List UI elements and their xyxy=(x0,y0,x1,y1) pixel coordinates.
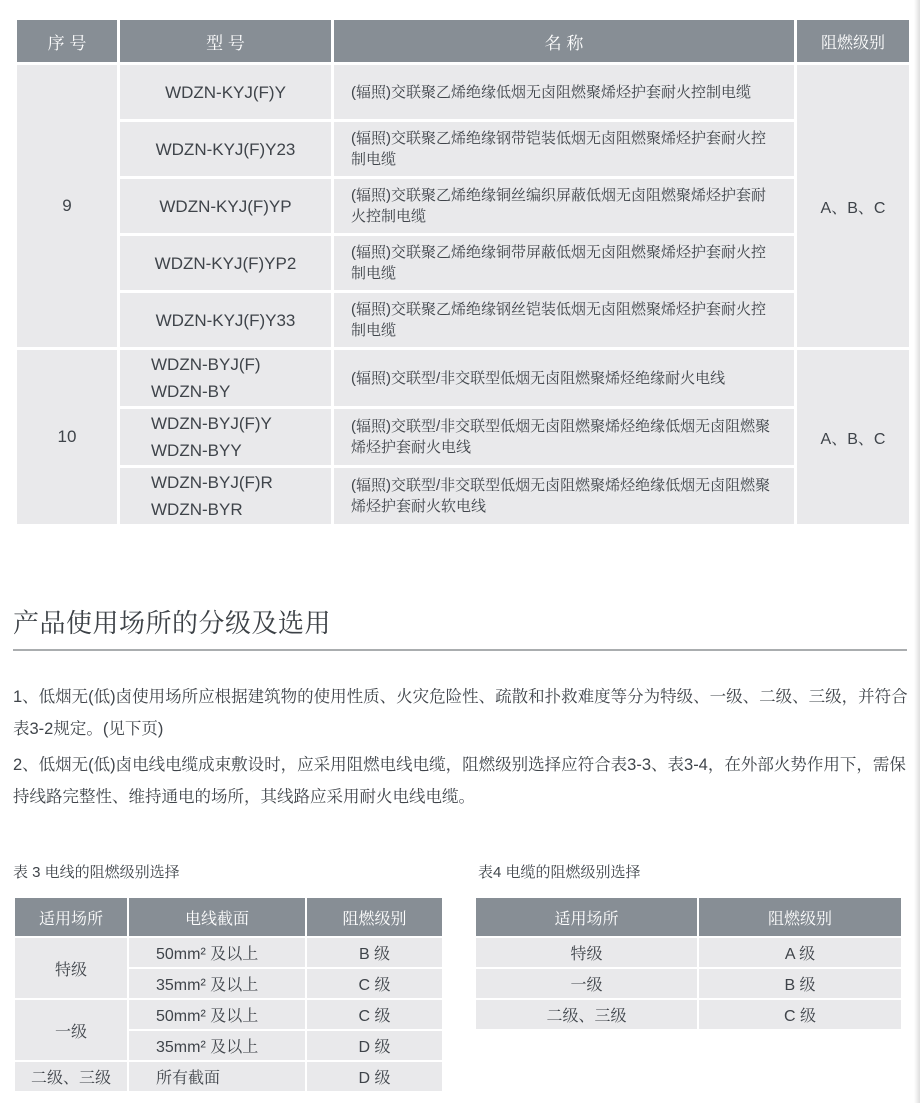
grade-cell: D 级 xyxy=(307,1062,442,1091)
place-cell: 特级 xyxy=(476,938,697,967)
header-grade: 阻燃级别 xyxy=(307,898,442,936)
name-cell: (辐照)交联型/非交联型低烟无卤阻燃聚烯烃绝缘低烟无卤阻燃聚烯烃护套耐火电线 xyxy=(334,409,794,465)
section-divider xyxy=(13,649,907,651)
table-header-row xyxy=(17,20,909,62)
header-section: 电线截面 xyxy=(129,898,305,936)
name-cell: (辐照)交联聚乙烯绝缘铜丝编织屏蔽低烟无卤阻燃聚烯烃护套耐火控制电缆 xyxy=(334,179,794,233)
place-cell: 特级 xyxy=(15,938,127,998)
table4-caption: 表4 电缆的阻燃级别选择 xyxy=(478,864,641,881)
grade-cell: A、B、C xyxy=(797,65,909,347)
model-cell xyxy=(120,179,331,233)
table-row xyxy=(15,938,442,967)
header-place: 适用场所 xyxy=(15,898,127,936)
header-grade: 阻燃级别 xyxy=(797,20,909,62)
model-cell xyxy=(120,236,331,290)
grade-cell: A 级 xyxy=(699,938,901,967)
model-cell xyxy=(120,350,331,406)
product-model-table xyxy=(14,17,912,527)
model-text: WDZN-KYJ(F)Y23 xyxy=(155,139,296,159)
header-place: 适用场所 xyxy=(476,898,697,936)
table-row xyxy=(17,65,909,119)
place-cell: 一级 xyxy=(15,1000,127,1060)
model-text: WDZN-KYJ(F)YP2 xyxy=(154,253,297,273)
table-row xyxy=(15,1062,442,1091)
model-text: WDZN-BYY xyxy=(151,441,242,460)
name-cell: (辐照)交联聚乙烯绝缘铜带屏蔽低烟无卤阻燃聚烯烃护套耐火控制电缆 xyxy=(334,236,794,290)
table-row xyxy=(17,122,909,176)
header-grade: 阻燃级别 xyxy=(699,898,901,936)
place-cell: 二级、三级 xyxy=(15,1062,127,1091)
section-cell: 50mm² 及以上 xyxy=(129,1000,305,1029)
serial-cell: 10 xyxy=(17,350,117,524)
section-cell: 35mm² 及以上 xyxy=(129,969,305,998)
model-text: WDZN-BYJ(F)Y xyxy=(151,414,272,433)
grade-cell: A、B、C xyxy=(797,350,909,524)
paragraph-1: 1、低烟无(低)卤使用场所应根据建筑物的使用性质、火灾危险性、疏散和扑救难度等分为特级、一级、二级、三级，并符合表3-2规定。(见下页) xyxy=(13,688,908,738)
header-name: 名 称 xyxy=(334,20,794,62)
table-row xyxy=(17,179,909,233)
table-row xyxy=(17,350,909,406)
model-text: WDZN-KYJ(F)Y xyxy=(165,82,286,102)
table-row xyxy=(15,1000,442,1029)
serial-cell: 9 xyxy=(17,65,117,347)
section-cell: 35mm² 及以上 xyxy=(129,1031,305,1060)
table-row xyxy=(17,236,909,290)
grade-cell: C 级 xyxy=(307,1000,442,1029)
model-cell xyxy=(120,122,331,176)
name-cell: (辐照)交联聚乙烯绝缘低烟无卤阻燃聚烯烃护套耐火控制电缆 xyxy=(334,65,794,119)
table3-caption: 表 3 电线的阻燃级别选择 xyxy=(13,864,180,881)
model-cell xyxy=(120,468,331,524)
header-serial: 序 号 xyxy=(17,20,117,62)
model-cell xyxy=(120,293,331,347)
table-row xyxy=(17,409,909,465)
grade-cell: D 级 xyxy=(307,1031,442,1060)
name-cell: (辐照)交联型/非交联型低烟无卤阻燃聚烯烃绝缘低烟无卤阻燃聚烯烃护套耐火软电线 xyxy=(334,468,794,524)
grade-cell: C 级 xyxy=(699,1000,901,1029)
header-model: 型 号 xyxy=(120,20,331,62)
table-row xyxy=(17,293,909,347)
section-cell: 所有截面 xyxy=(129,1062,305,1091)
model-cell xyxy=(120,65,331,119)
model-cell xyxy=(120,409,331,465)
name-cell: (辐照)交联型/非交联型低烟无卤阻燃聚烯烃绝缘耐火电线 xyxy=(334,350,794,406)
table-header-row xyxy=(476,898,901,936)
table-row xyxy=(476,938,901,967)
model-text: WDZN-BYJ(F)R xyxy=(151,473,273,492)
model-text: WDZN-KYJ(F)Y33 xyxy=(155,310,296,330)
table-row xyxy=(17,468,909,524)
model-text: WDZN-BYJ(F) xyxy=(151,355,261,374)
name-cell: (辐照)交联聚乙烯绝缘钢带铠装低烟无卤阻燃聚烯烃护套耐火控制电缆 xyxy=(334,122,794,176)
grade-cell: C 级 xyxy=(307,969,442,998)
wire-grade-table xyxy=(13,896,444,1093)
grade-cell: B 级 xyxy=(307,938,442,967)
page-edge-shadow xyxy=(914,0,920,1103)
section-title: 产品使用场所的分级及选用 xyxy=(13,608,332,638)
body-text xyxy=(13,681,910,817)
paragraph-2: 2、低烟无(低)卤电线电缆成束敷设时，应采用阻燃电线电缆，阻燃级别选择应符合表3-3、表3-4，在外部火势作用下，需保持线路完整性、维持通电的场所，其线路应采用耐火电线电缆。 xyxy=(13,756,906,806)
place-cell: 一级 xyxy=(476,969,697,998)
section-cell: 50mm² 及以上 xyxy=(129,938,305,967)
name-cell: (辐照)交联聚乙烯绝缘钢丝铠装低烟无卤阻燃聚烯烃护套耐火控制电缆 xyxy=(334,293,794,347)
model-text: WDZN-BY xyxy=(151,382,231,401)
table-header-row xyxy=(15,898,442,936)
model-text: WDZN-BYR xyxy=(151,500,243,519)
place-cell: 二级、三级 xyxy=(476,1000,697,1029)
table-row xyxy=(476,1000,901,1029)
model-text: WDZN-KYJ(F)YP xyxy=(159,196,292,216)
table-row xyxy=(476,969,901,998)
cable-grade-table xyxy=(474,896,903,1031)
grade-cell: B 级 xyxy=(699,969,901,998)
